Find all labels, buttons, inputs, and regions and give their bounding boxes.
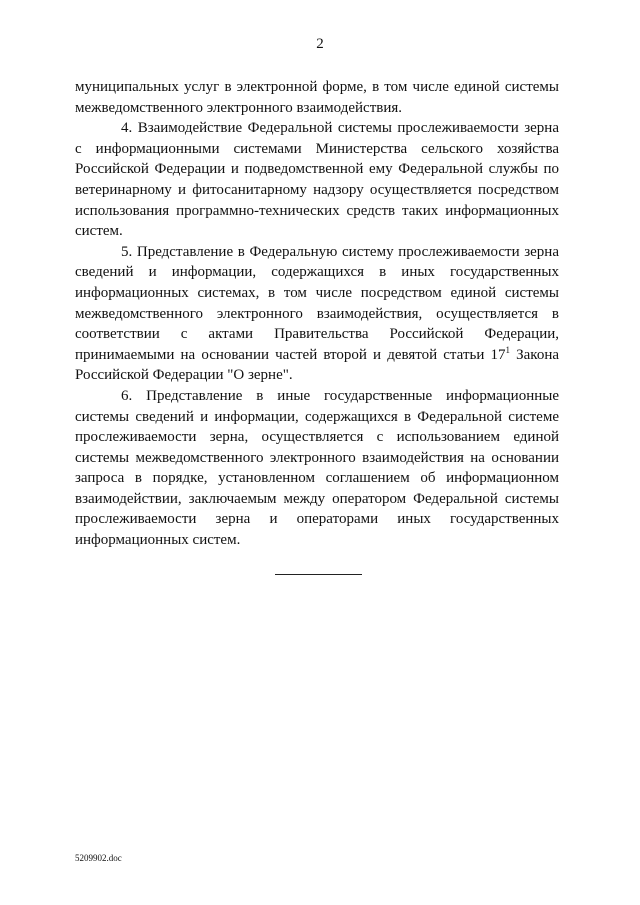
paragraph-item-6: 6. Представление в иные государственные информационные системы сведений и информации, содержащихся в Федеральной системе прослеживаемости зерна, осуществляется с использованием единой системы межведомственного электронного взаимодействия на основании запроса в порядке, установленном соглашением об информационном взаимодействии, заключаемым между оператором Федеральной системы прослеживаемости зерна и операторами иных государственных информационных систем. bbox=[75, 387, 559, 549]
document-body bbox=[75, 77, 559, 551]
continuation-paragraph: муниципальных услуг в электронной форме, в том числе единой системы межведомственного электронного взаимодействия. bbox=[75, 79, 559, 116]
document-file-id: 5209902.doc bbox=[75, 853, 122, 863]
paragraph-item-4: 4. Взаимодействие Федеральной системы прослеживаемости зерна с информационными системами Министерства сельского хозяйства Российской Федерации и подведомственной ему Федеральной службы по ветеринарному и фитосанитарному надзору осуществляется посредством использования программно-технических средств таких информационных систем. bbox=[75, 120, 559, 240]
end-divider-line bbox=[275, 574, 362, 575]
item-5-text: 5. Представление в Федеральную систему прослеживаемости зерна сведений и информации, содержащихся в иных государственных информационных системах, в том числе посредством единой системы межведомственного электронного взаимодействия, осуществляется в соответствии с актами Правительства Российской Федерации, принимаемыми на основании частей второй и девятой статьи 17 bbox=[75, 243, 559, 363]
paragraph-item-5 bbox=[75, 242, 559, 386]
page-number: 2 bbox=[316, 36, 324, 52]
superscript-index: 1 bbox=[505, 344, 510, 355]
item-5-text-end: Закона Российской Федерации "О зерне". bbox=[75, 346, 560, 384]
